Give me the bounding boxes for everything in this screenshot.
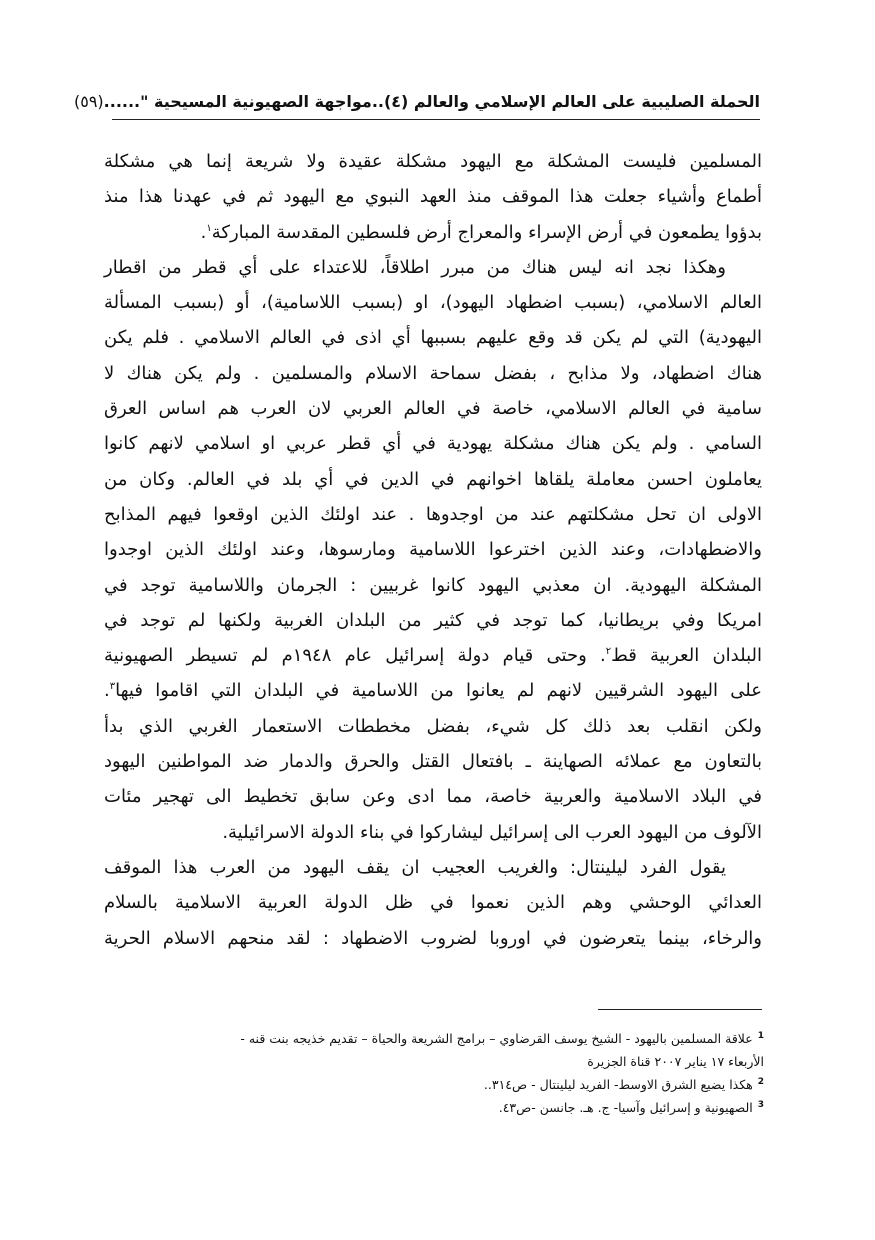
text-line: اليهودية) التي لم يكن قد وقع عليهم بسببها أي اذى في العالم الاسلامي . فلم يكن: [104, 327, 762, 349]
text-line: العدائي الوحشي وهم الذين نعموا في ظل الدولة العربية الاسلامية بالسلام: [104, 892, 762, 914]
text-line: بدؤوا يطمعون في أرض الإسراء والمعراج أرض فلسطين المقدسة المباركة$^١$.: [200, 221, 762, 243]
page-number: (٥٩): [73, 91, 104, 111]
footnote-continuation: الأربعاء ١٧ يناير ٢٠٠٧ قناة الجزيرة: [587, 1054, 764, 1069]
footnote-ref: ٢: [605, 646, 612, 658]
text-line: والرخاء، بينما يتعرضون في اوروبا لضروب الاضطهاد : لقد منحهم الاسلام الحرية: [104, 927, 762, 949]
text-line: في البلاد الاسلامية والعربية خاصة، مما ادى وعن سابق تخطيط الى تهجير مئات: [104, 786, 762, 808]
text-line: يقول الفرد ليلينتال: والغريب العجيب ان يقف اليهود من العرب هذا الموقف: [104, 856, 726, 878]
text-line: المشكلة اليهودية. ان معذبي اليهود كانوا غربيين : الجرمان واللاسامية توجد في: [104, 574, 762, 596]
text-line: وهكذا نجد انه ليس هناك من مبرر اطلاقاً، للاعتداء على أي قطر من اقطار: [104, 256, 726, 278]
body-text: [104, 144, 762, 956]
text-line: البلدان العربية قط$^٢$. وحتى قيام دولة إسرائيل عام ١٩٤٨م لم تسيطر الصهيونية: [104, 645, 762, 667]
footnote-item: $^1$علاقة المسلمين باليهود - الشيخ يوسف القرضاوي – برامج الشريعة والحياة – تقديم خذيجه بنت قنه - الأربعاء ١٧ يناير ٢٠٠٧ قناة الجزيرة: [104, 1027, 764, 1073]
text-line: بالتعاون مع عملائه الصهاينة ـ بافتعال القتل والحرق والدمار ضد المواطنين اليهود: [104, 751, 762, 773]
footnote-number: 1: [757, 1030, 764, 1041]
text-line: هناك اضطهاد، ولا مذابح ، بفضل سماحة الاسلام والمسلمين . ولم يكن هناك لا: [104, 362, 762, 384]
text-line: على اليهود الشرقيين لانهم لم يعانوا من اللاسامية في البلدان التي اقاموا فيها$^٣$.: [104, 680, 762, 702]
text-line: ولكن انقلب بعد ذلك كل شيء، بفضل مخططات الاستعمار الغربي الذي بدأ: [104, 715, 762, 737]
footnote-number: 3: [757, 1099, 764, 1110]
text-line: العالم الاسلامي، (بسبب اضطهاد اليهود)، او (بسبب اللاسامية)، أو (بسبب المسألة: [104, 292, 762, 314]
running-title: الحملة الصليبية على العالم الإسلامي والعالم (٤)..مواجهة الصهيونية المسيحية "......: [103, 91, 760, 111]
footnote-number: 2: [757, 1076, 764, 1087]
text-line: يعاملون احسن معاملة يلقاها اخوانهم في الدين في أي بلد في العالم. وكان من: [104, 468, 762, 490]
text-line: والاضطهادات، وعند الذين اخترعوا اللاسامية ومارسوها، وعند اولئك الذين اوجدوا: [104, 539, 762, 561]
footnote-ref: ١: [206, 222, 212, 234]
footnote-ref: ٣: [109, 681, 116, 693]
text-line: امريكا وفي بريطانيا، كما توجد في كثير من البلدان الغربية ولكنها لم توجد في: [104, 609, 762, 631]
page-header: [73, 86, 760, 116]
text-line: المسلمين فليست المشكلة مع اليهود مشكلة عقيدة ولا شريعة إنما هي مشكلة: [104, 151, 762, 172]
footnotes: [104, 1027, 764, 1119]
header-divider: [112, 119, 760, 120]
footnote-item: $^3$الصهيونية و إسرائيل وآسيا- ج. هـ. جانسن -ص٤٣.: [498, 1099, 764, 1115]
footnote-divider: [598, 1009, 762, 1010]
text-line: الآلوف من اليهود العرب الى إسرائيل ليشاركوا في بناء الدولة الاسرائيلية.: [222, 821, 762, 843]
text-line: الاولى ان تحل مشكلتهم عند من اوجدوها . عند اولئك الذين اوقعوا فيهم المذابح: [104, 503, 762, 525]
text-line: سامية في العالم الاسلامي، خاصة في العالم العربي لان العرب هم اساس العرق: [104, 398, 762, 420]
text-line: أطماع وأشياء جعلت هذا الموقف منذ العهد النبوي مع اليهود ثم في عهدنا هذا منذ: [104, 186, 762, 208]
footnote-item: $^2$هكذا يضيع الشرق الاوسط- الفريد ليلينتال - ص٣١٤..: [483, 1076, 764, 1092]
text-line: السامي . ولم يكن هناك مشكلة يهودية في أي قطر عربي او اسلامي لانهم كانوا: [104, 433, 762, 455]
